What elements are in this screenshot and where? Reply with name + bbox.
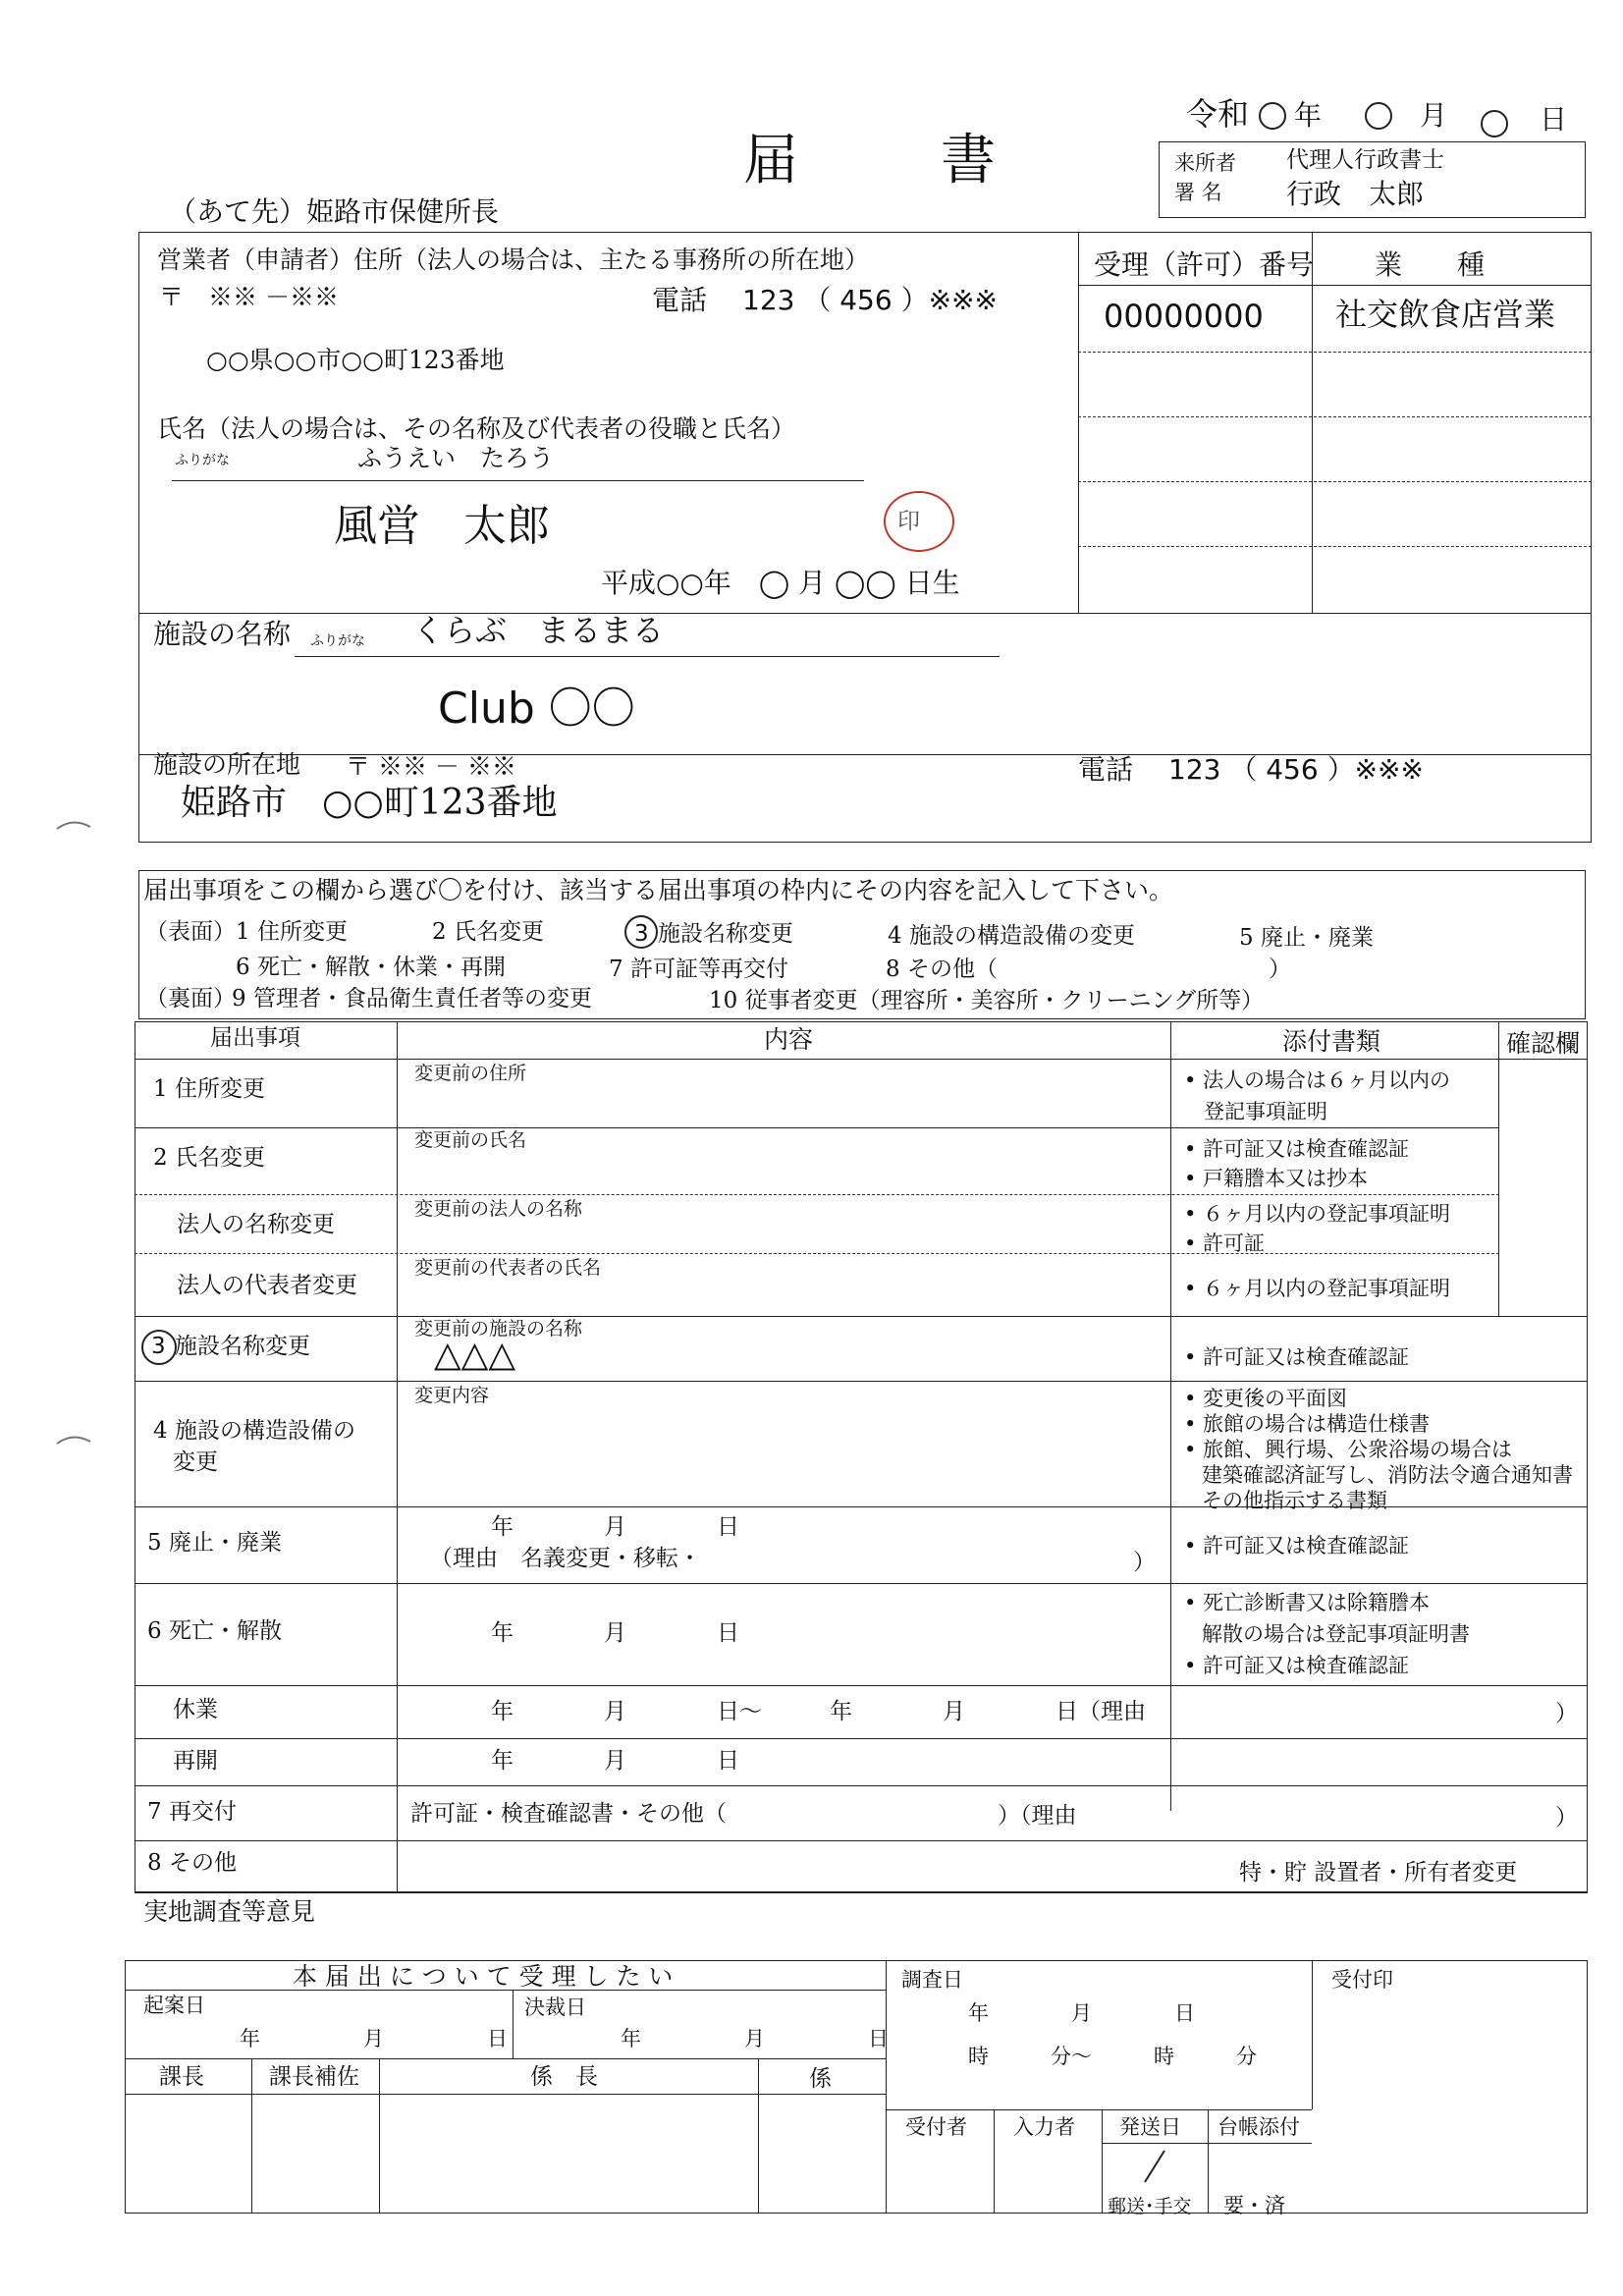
- month-circle: [1365, 102, 1392, 130]
- applicant-address[interactable]: ○○県○○市○○町123番地: [206, 346, 505, 374]
- facility-location-label: 施設の所在地: [153, 750, 301, 779]
- day-label: 日: [1540, 103, 1568, 136]
- row4-item-1: 4 施設の構造設備の: [153, 1418, 355, 1444]
- draft-date-label: 起案日: [143, 1994, 205, 2017]
- row2a-doc1: • ６ヶ月以内の登記事項証明: [1184, 1202, 1451, 1226]
- decision-date-label: 決裁日: [524, 1995, 586, 2019]
- facility-address[interactable]: 姫路市 ○○町123番地: [181, 783, 558, 823]
- addressee: （あて先）姫路市保健所長: [169, 195, 500, 228]
- day-circle: [1481, 110, 1508, 137]
- row1-item: 1 住所変更: [153, 1076, 265, 1102]
- row6b-date[interactable]: 年 月 日: [491, 1748, 739, 1774]
- row4-item-2: 変更: [173, 1449, 218, 1475]
- row5-doc1: • 許可証又は検査確認証: [1184, 1534, 1410, 1558]
- option-9[interactable]: 9 管理者・食品衛生責任者等の変更: [232, 986, 592, 1011]
- facility-name-label: 施設の名称: [153, 618, 292, 650]
- selection-instruction: 届出事項をこの欄から選び〇を付け、該当する届出事項の枠内にその内容を記入して下さい。: [143, 876, 1174, 904]
- row2-content[interactable]: 変更前の氏名: [414, 1129, 527, 1151]
- row7-content[interactable]: 許可証・検査確認書・その他（: [410, 1801, 727, 1827]
- year-circle: [1259, 102, 1286, 130]
- header-docs: 添付書類: [1282, 1027, 1381, 1056]
- row4-content[interactable]: 変更内容: [414, 1385, 490, 1406]
- header-check: 確認欄: [1506, 1029, 1581, 1058]
- staff-label: 係: [809, 2066, 832, 2092]
- row2a-doc2: • 許可証: [1184, 1231, 1266, 1255]
- row6a-item: 休業: [173, 1697, 218, 1722]
- month-label: 月: [1420, 99, 1448, 132]
- visitor-label: 来所者: [1174, 151, 1236, 175]
- row2-doc1: • 許可証又は検査確認証: [1184, 1137, 1410, 1161]
- survey-time[interactable]: 時 分～ 時 分: [968, 2045, 1257, 2068]
- send-date-label: 発送日: [1119, 2115, 1181, 2139]
- receiver-label: 受付者: [905, 2115, 967, 2139]
- era: 令和: [1186, 95, 1250, 133]
- row4-doc5: その他指示する書類: [1202, 1489, 1387, 1512]
- row2b-doc1: • ６ヶ月以内の登記事項証明: [1184, 1277, 1451, 1300]
- applicant-phone[interactable]: 123 （ 456 ）※※※: [742, 284, 998, 316]
- row2b-item: 法人の代表者変更: [177, 1273, 357, 1298]
- send-slash: [1139, 2149, 1168, 2184]
- need-label[interactable]: 要・済: [1223, 2194, 1285, 2217]
- applicant-postal[interactable]: 〒 ※※ －※※: [159, 283, 339, 311]
- year-label: 年: [1294, 99, 1323, 132]
- row6-doc1: • 死亡診断書又は除籍謄本: [1184, 1591, 1431, 1614]
- ledger-label: 台帳添付: [1217, 2115, 1300, 2139]
- row8-item: 8 その他: [147, 1850, 237, 1876]
- option-2[interactable]: 2 氏名変更: [432, 919, 544, 945]
- row7-close: ）: [1555, 1805, 1578, 1831]
- option-4[interactable]: 4 施設の構造設備の変更: [888, 923, 1135, 949]
- facility-phone[interactable]: 123 （ 456 ）※※※: [1168, 753, 1424, 786]
- row2-item: 2 氏名変更: [153, 1145, 265, 1171]
- option-6[interactable]: 6 死亡・解散・休業・再開: [236, 955, 506, 980]
- signature-label: 署 名: [1174, 181, 1222, 204]
- row6b-item: 再開: [173, 1748, 218, 1774]
- inputter-label: 入力者: [1013, 2115, 1075, 2139]
- row1-content[interactable]: 変更前の住所: [414, 1063, 527, 1084]
- name-label: 氏名（法人の場合は、その名称及び代表者の役職と氏名）: [157, 414, 796, 443]
- header-item: 届出事項: [210, 1025, 300, 1051]
- row2-doc2: • 戸籍謄本又は抄本: [1184, 1167, 1369, 1190]
- row6-doc2: 解散の場合は登記事項証明書: [1202, 1622, 1470, 1646]
- address-label: 営業者（申請者）住所（法人の場合は、主たる事務所の所在地）: [157, 246, 870, 274]
- row4-doc2: • 旅館の場合は構造仕様書: [1184, 1412, 1431, 1436]
- permit-number-label: 受理（許可）番号: [1094, 248, 1315, 281]
- option-1[interactable]: 1 住所変更: [236, 919, 348, 945]
- draft-date-ymd[interactable]: 年 月 日: [240, 2027, 508, 2050]
- row5-date[interactable]: 年 月 日: [491, 1514, 739, 1540]
- row3-num: 3: [151, 1334, 166, 1359]
- facility-furigana-label: ふりがな: [310, 633, 365, 649]
- row4-doc3: • 旅館、興行場、公衆浴場の場合は: [1184, 1438, 1513, 1461]
- row6-doc3: • 許可証又は検査確認証: [1184, 1654, 1410, 1677]
- row6a-close: ）: [1555, 1701, 1578, 1726]
- punch-mark-bottom: [55, 1430, 94, 1449]
- business-type-label: 業 種: [1375, 248, 1486, 281]
- row1-doc1: • 法人の場合は６ヶ月以内の: [1184, 1068, 1451, 1092]
- facility-phone-label: 電話: [1078, 753, 1134, 786]
- option-8[interactable]: 8 その他（: [886, 957, 998, 982]
- row6-date[interactable]: 年 月 日: [491, 1620, 739, 1646]
- row2a-content[interactable]: 変更前の法人の名称: [414, 1198, 583, 1220]
- option-8-close: ）: [1269, 957, 1291, 982]
- survey-date-label: 調査日: [901, 1968, 963, 1992]
- punch-mark-top: [55, 815, 94, 835]
- row3-doc1: • 許可証又は検査確認証: [1184, 1345, 1410, 1369]
- row5-reason[interactable]: （理由 名義変更・移転・: [430, 1546, 701, 1571]
- row6-item: 6 死亡・解散: [147, 1618, 282, 1644]
- chief-label: 課長: [159, 2064, 204, 2090]
- permit-number[interactable]: 00000000: [1104, 298, 1264, 335]
- title-char-1: 届: [743, 129, 798, 192]
- visitor-value: 代理人行政書士: [1286, 147, 1444, 173]
- applicant-name[interactable]: 風営 太郎: [334, 501, 550, 551]
- birth-date[interactable]: 平成○○年 ◯ 月 ◯◯ 日生: [601, 567, 960, 599]
- deputy-label: 課長補佐: [269, 2064, 359, 2090]
- business-type[interactable]: 社交飲食店営業: [1335, 296, 1556, 333]
- option-10[interactable]: 10 従事者変更（理容所・美容所・クリーニング所等）: [709, 988, 1265, 1013]
- row3-item: 施設名称変更: [175, 1334, 310, 1359]
- facility-postal[interactable]: 〒 ※※ － ※※: [346, 752, 516, 781]
- accept-heading: 本 届 出 に つ い て 受 理 し た い: [293, 1962, 674, 1991]
- row7-reason[interactable]: ）（理由: [998, 1803, 1077, 1829]
- row5-item: 5 廃止・廃業: [147, 1530, 282, 1556]
- row7-item: 7 再交付: [147, 1799, 237, 1825]
- signature-value: 行政 太郎: [1286, 178, 1425, 210]
- survey-opinion-label: 実地調査等意見: [143, 1897, 316, 1926]
- seal-mark: 印: [897, 509, 920, 534]
- option-3[interactable]: 施設名称変更: [658, 921, 793, 947]
- facility-furigana[interactable]: くらぶ まるまる: [412, 612, 665, 649]
- front-label: （表面）: [145, 919, 236, 945]
- row3-content[interactable]: 変更前の施設の名称: [414, 1318, 583, 1339]
- back-label: （裏面）: [145, 986, 236, 1011]
- row2b-content[interactable]: 変更前の代表者の氏名: [414, 1257, 602, 1279]
- row5-close: ）: [1133, 1550, 1156, 1575]
- title-char-2: 書: [941, 129, 996, 192]
- option-5[interactable]: 5 廃止・廃業: [1239, 925, 1374, 951]
- name-furigana[interactable]: ふうえい たろう: [357, 444, 555, 472]
- row1-doc2: 登記事項証明: [1204, 1100, 1327, 1123]
- row2a-item: 法人の名称変更: [177, 1212, 335, 1237]
- option-7[interactable]: 7 許可証等再交付: [609, 957, 788, 982]
- receipt-seal-label: 受付印: [1331, 1968, 1393, 1992]
- row3-value[interactable]: △△△: [434, 1335, 516, 1375]
- row4-doc4: 建築確認済証写し、消防法令適合通知書: [1202, 1463, 1573, 1487]
- survey-date-ymd[interactable]: 年 月 日: [968, 2001, 1195, 2025]
- header-content: 内容: [764, 1025, 814, 1054]
- mail-label[interactable]: 郵送･手交: [1108, 2196, 1192, 2217]
- decision-date-ymd[interactable]: 年 月 日: [621, 2027, 889, 2050]
- applicant-phone-label: 電話: [652, 284, 708, 316]
- row4-doc1: • 変更後の平面図: [1184, 1387, 1348, 1410]
- section-chief-label: 係 長: [530, 2064, 598, 2090]
- name-furigana-label: ふりがな: [175, 453, 230, 468]
- facility-name[interactable]: Club 〇〇: [438, 683, 635, 734]
- option-3-num: 3: [634, 921, 649, 947]
- row8-content[interactable]: 特・貯 設置者・所有者変更: [1239, 1860, 1518, 1886]
- row6a-date[interactable]: 年 月 日～ 年 月 日（理由: [491, 1699, 1146, 1724]
